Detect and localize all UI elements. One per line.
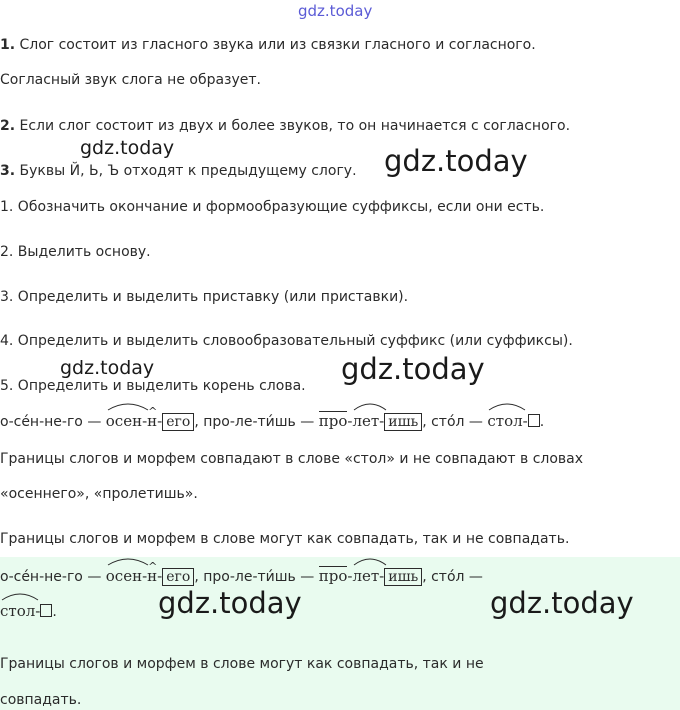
step-3: 3. Определить и выделить приставку (или приставки). bbox=[0, 289, 409, 305]
morpheme-separator: - bbox=[157, 412, 163, 430]
word-3-syllables: сто́л — bbox=[431, 414, 488, 430]
comma: , bbox=[422, 569, 432, 585]
word-1-suffix: ^ н bbox=[147, 410, 157, 432]
watermark-6: gdz.today bbox=[490, 586, 634, 620]
word-2-syllables: про-ле-ти́шь — bbox=[203, 569, 319, 585]
conclusion-1-continuation: «осеннего», «пролетишь». bbox=[0, 486, 198, 502]
watermark-top: gdz.today bbox=[298, 2, 373, 20]
root-arc-icon bbox=[487, 401, 527, 411]
rule-1-number: 1. bbox=[0, 37, 16, 53]
step-1: 1. Обозначить окончание и формообразующие суффиксы, если они есть. bbox=[0, 199, 545, 215]
word-1-syllables: о-се́н-не-го — bbox=[0, 569, 106, 585]
rule-1-text: Слог состоит из гласного звука или из связки гласного и согласного. bbox=[15, 37, 536, 53]
word-2-ending: ишь bbox=[384, 568, 422, 586]
rule-1 bbox=[0, 35, 536, 55]
rule-3-number: 3. bbox=[0, 163, 16, 179]
word-2-ending: ишь bbox=[384, 413, 422, 431]
morpheme-separator: - bbox=[142, 567, 148, 585]
word-1-ending: его bbox=[162, 413, 194, 431]
word-1-ending: его bbox=[162, 568, 194, 586]
watermark-3: gdz.today bbox=[60, 357, 155, 379]
rule-1-continuation: Согласный звук слога не образует. bbox=[0, 72, 261, 88]
word-3-syllables: сто́л — bbox=[431, 569, 483, 585]
answer-text: Границы слогов и морфем в слове могут как совпадать, так и не bbox=[0, 656, 484, 672]
morpheme-separator: - bbox=[142, 412, 148, 430]
zero-ending-icon bbox=[40, 604, 52, 617]
word-1-root: осен bbox=[106, 565, 142, 587]
word-2-prefix: про bbox=[318, 567, 348, 585]
comma: , bbox=[194, 569, 204, 585]
step-2: 2. Выделить основу. bbox=[0, 244, 151, 260]
morpheme-separator: - bbox=[379, 567, 385, 585]
watermark-5: gdz.today bbox=[158, 586, 302, 620]
root-arc-icon bbox=[0, 591, 40, 601]
rule-2-text: Если слог состоит из двух и более звуков, то он начинается с согласного. bbox=[15, 118, 571, 134]
comma: , bbox=[194, 414, 204, 430]
word-1-root: осен bbox=[106, 410, 142, 432]
word-1-syllables: о-се́н-не-го — bbox=[0, 414, 106, 430]
answer-morpheme-example-continuation: стол- . bbox=[0, 600, 57, 623]
morpheme-separator: - bbox=[347, 412, 353, 430]
morpheme-separator: - bbox=[522, 412, 528, 430]
watermark-2: gdz.today bbox=[384, 144, 528, 178]
conclusion-2: Границы слогов и морфем в слове могут как совпадать, так и не совпадать. bbox=[0, 531, 570, 547]
answer-morpheme-example bbox=[0, 565, 483, 588]
word-2-syllables: про-ле-ти́шь — bbox=[203, 414, 319, 430]
rule-3-text: Буквы Й, Ь, Ъ отходят к предыдущему слогу. bbox=[15, 163, 357, 179]
morpheme-separator: - bbox=[379, 412, 385, 430]
rule-3 bbox=[0, 161, 357, 181]
word-2-root: лет bbox=[352, 410, 379, 432]
answer-text-continuation: совпадать. bbox=[0, 692, 82, 708]
word-1-suffix: ^ н bbox=[147, 565, 157, 587]
step-5: 5. Определить и выделить корень слова. bbox=[0, 378, 306, 394]
watermark-4: gdz.today bbox=[341, 352, 485, 386]
word-3-root: стол bbox=[487, 410, 522, 432]
word-2-root: лет bbox=[352, 565, 379, 587]
morpheme-separator: - bbox=[157, 567, 163, 585]
zero-ending-icon bbox=[528, 414, 540, 427]
morpheme-separator: - bbox=[347, 567, 353, 585]
rule-2 bbox=[0, 116, 570, 136]
watermark-1: gdz.today bbox=[80, 137, 175, 159]
conclusion-1: Границы слогов и морфем совпадают в слове «стол» и не совпадают в словах bbox=[0, 451, 584, 467]
word-3-root: стол bbox=[0, 600, 35, 622]
morpheme-separator: - bbox=[35, 602, 41, 620]
rule-2-number: 2. bbox=[0, 118, 16, 134]
step-4: 4. Определить и выделить словообразовательный суффикс (или суффиксы). bbox=[0, 333, 573, 349]
morpheme-example: о-се́н-не-го — осен-^ н- его , про-ле-ти́шь — про- лет- ишь , сто́л — стол- . bbox=[0, 410, 544, 433]
word-2-prefix: про bbox=[318, 412, 348, 430]
comma: , bbox=[422, 414, 432, 430]
